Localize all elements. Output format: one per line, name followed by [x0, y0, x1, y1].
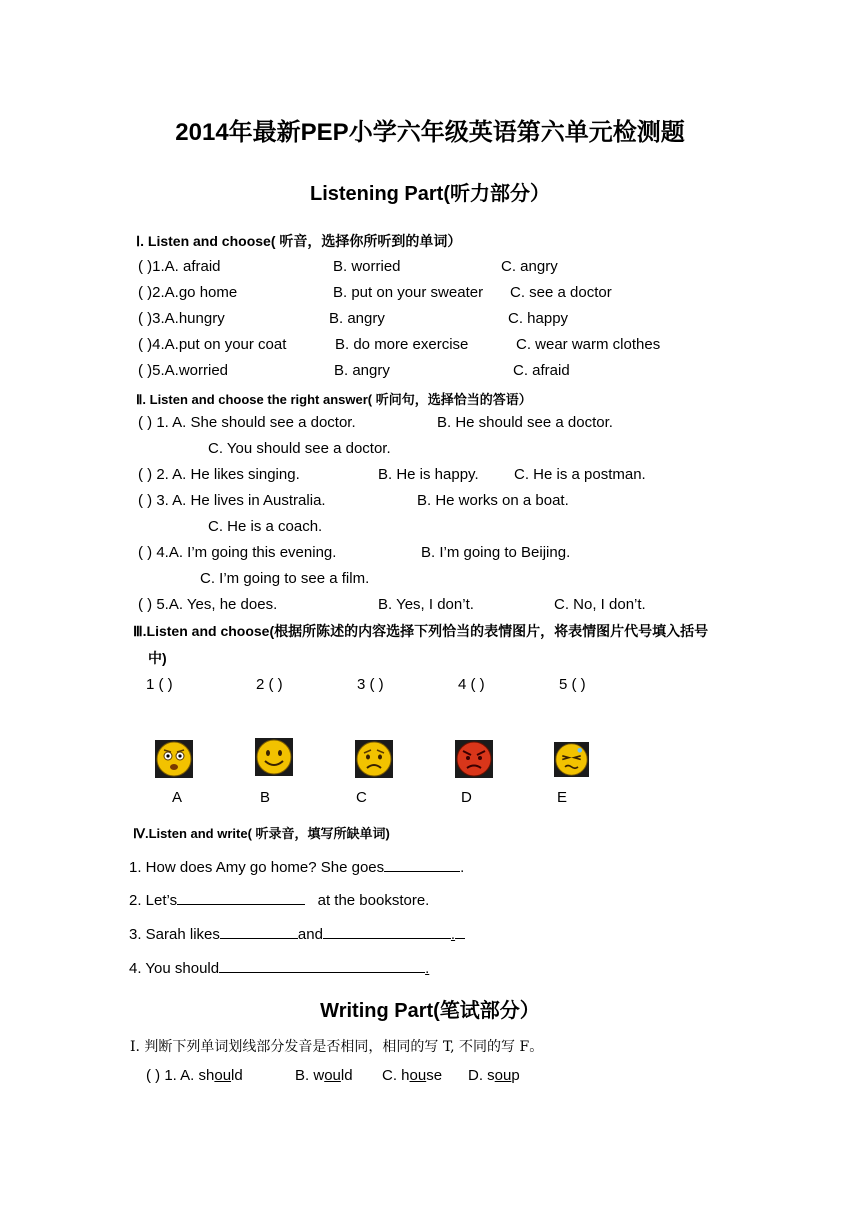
s2-q1-a: ( ) 1. A. She should see a doctor.	[138, 414, 356, 431]
s4-line3-text: 3. Sarah likes	[129, 926, 220, 943]
s2-q3-b: B. He works on a boat.	[417, 492, 569, 509]
writing-heading: Writing Part(笔试部分）	[320, 1000, 540, 1022]
s3-blank-1: 1 ( )	[146, 676, 173, 693]
s4-line4-text: 4. You should	[129, 960, 220, 977]
section3-heading: Ⅲ.Listen and choose(根据所陈述的内容选择下列恰当的表情图片，将表情图片代号填入括号	[133, 623, 709, 639]
face-letter-e: E	[557, 789, 568, 806]
s1-q5-c: C. afraid	[513, 362, 570, 379]
s1-q4-b: B. do more exercise	[335, 336, 469, 353]
s1-q3-c: C. happy	[508, 310, 569, 327]
s2-q2-a: ( ) 2. A. He likes singing.	[138, 466, 300, 483]
w1-q1-d-end: p	[511, 1067, 520, 1084]
s4-line3	[129, 924, 465, 944]
s2-q4-b: B. I’m going to Beijing.	[421, 544, 571, 561]
w1-q1-d-underline: ou	[494, 1067, 512, 1084]
s2-q5-a: ( ) 5.A. Yes, he does.	[138, 596, 278, 613]
w1-q1-b-pre: B. w	[295, 1067, 325, 1084]
s1-q5: ( )5.A.worried	[138, 362, 229, 379]
answer-blank[interactable]	[323, 924, 451, 939]
answer-blank[interactable]	[220, 924, 298, 939]
s1-q1: ( )1.A. afraid	[138, 258, 221, 275]
nervous-face-icon	[155, 740, 193, 778]
worried-face-icon	[355, 740, 393, 778]
s3-blank-4: 4 ( )	[458, 676, 485, 693]
s2-q5-b: B. Yes, I don’t.	[378, 596, 474, 613]
s1-q4-c: C. wear warm clothes	[516, 336, 661, 353]
w1-q1-c-end: se	[426, 1067, 443, 1084]
face-letter-a: A	[172, 789, 183, 806]
w1-q1-c	[382, 1067, 442, 1085]
w1-q1-c-underline: ou	[409, 1067, 427, 1084]
s1-q2-c: C. see a doctor	[510, 284, 612, 301]
page-title: 2014年最新PEP小学六年级英语第六单元检测题	[175, 119, 685, 146]
section4-heading: Ⅳ.Listen and write( 听录音，填写所缺单词)	[133, 826, 390, 841]
s2-q1-b: B. He should see a doctor.	[437, 414, 613, 431]
s1-q2: ( )2.A.go home	[138, 284, 238, 301]
s3-blank-3: 3 ( )	[357, 676, 384, 693]
s4-line1-text: 1. How does Amy go home? She goes	[129, 859, 385, 876]
s2-q2-c: C. He is a postman.	[514, 466, 646, 483]
s1-q5-b: B. angry	[334, 362, 390, 379]
s1-q4: ( )4.A.put on your coat	[138, 336, 287, 353]
s1-q3-b: B. angry	[329, 310, 385, 327]
writing-section1-heading: Ⅰ. 判断下列单词划线部分发音是否相同，相同的写 T, 不同的写 F。	[130, 1039, 544, 1055]
w1-q1-a-underline: ou	[214, 1067, 232, 1084]
s4-line2-end: at the bookstore.	[317, 892, 430, 909]
sick-face-icon	[554, 742, 589, 777]
s2-q3-c: C. He is a coach.	[208, 518, 323, 535]
s4-line1	[129, 857, 464, 877]
section3-heading-cont: 中)	[148, 650, 167, 666]
w1-q1-d	[468, 1067, 520, 1085]
answer-blank[interactable]	[219, 958, 425, 973]
answer-blank-tail	[455, 924, 465, 939]
face-letter-c: C	[356, 789, 367, 806]
answer-blank[interactable]	[384, 857, 460, 872]
face-letter-d: D	[461, 789, 472, 806]
s4-line2	[129, 890, 429, 910]
s1-q3: ( )3.A.hungry	[138, 310, 225, 327]
s2-q4-c: C. I’m going to see a film.	[200, 570, 370, 587]
listening-heading: Listening Part(听力部分）	[309, 183, 550, 205]
s2-q3-a: ( ) 3. A. He lives in Australia.	[138, 492, 326, 509]
angry-face-icon	[455, 740, 493, 778]
s4-line3-end: .	[450, 926, 456, 943]
s2-q4-a: ( ) 4.A. I’m going this evening.	[138, 544, 337, 561]
w1-q1-a-end: ld	[231, 1067, 243, 1084]
s3-blank-5: 5 ( )	[559, 676, 586, 693]
w1-q1-paren: ( ) 1. A. sh	[146, 1067, 215, 1084]
s1-q1-c: C. angry	[501, 258, 558, 275]
w1-q1-b-underline: ou	[324, 1067, 341, 1084]
s2-q1-c: C. You should see a doctor.	[208, 440, 391, 457]
s1-q1-b: B. worried	[333, 258, 401, 275]
face-letter-b: B	[260, 789, 271, 806]
w1-q1-d-pre: D. s	[468, 1067, 495, 1084]
s3-blank-2: 2 ( )	[256, 676, 283, 693]
w1-q1-b	[295, 1067, 353, 1085]
answer-blank[interactable]	[177, 890, 305, 905]
s1-q2-b: B. put on your sweater	[333, 284, 484, 301]
w1-q1	[146, 1067, 243, 1085]
s4-line4	[129, 958, 429, 978]
s4-line2-text: 2. Let’s	[129, 892, 178, 909]
w1-q1-b-end: ld	[340, 1067, 353, 1084]
w1-q1-c-pre: C. h	[382, 1067, 410, 1084]
s4-line4-end: .	[425, 960, 430, 977]
s2-q2-b: B. He is happy.	[378, 466, 479, 483]
section1-heading: Ⅰ. Listen and choose( 听音，选择你所听到的单词）	[136, 233, 462, 249]
s2-q5-c: C. No, I don’t.	[554, 596, 646, 613]
s4-line1-end: .	[460, 859, 465, 876]
section2-heading: Ⅱ. Listen and choose the right answer( 听问句，选择恰当的答语）	[136, 392, 532, 407]
s4-line3-and: and	[297, 926, 323, 943]
smiling-face-icon	[255, 738, 293, 776]
